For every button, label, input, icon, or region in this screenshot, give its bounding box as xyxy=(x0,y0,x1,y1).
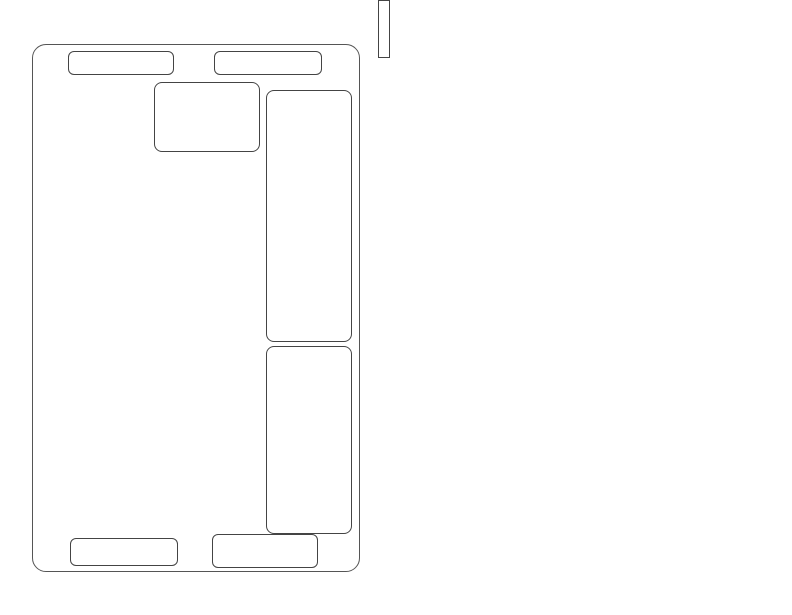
fuse-puller-label xyxy=(154,82,260,152)
relay-group-lower xyxy=(266,346,352,534)
diagram-code-tag xyxy=(378,0,390,58)
fan-relay-label xyxy=(70,538,178,566)
rear-fog-relay-label xyxy=(212,534,318,568)
relay-group-upper xyxy=(266,90,352,342)
empty-slot-label-left xyxy=(68,51,174,75)
empty-slot-label-right xyxy=(214,51,322,75)
